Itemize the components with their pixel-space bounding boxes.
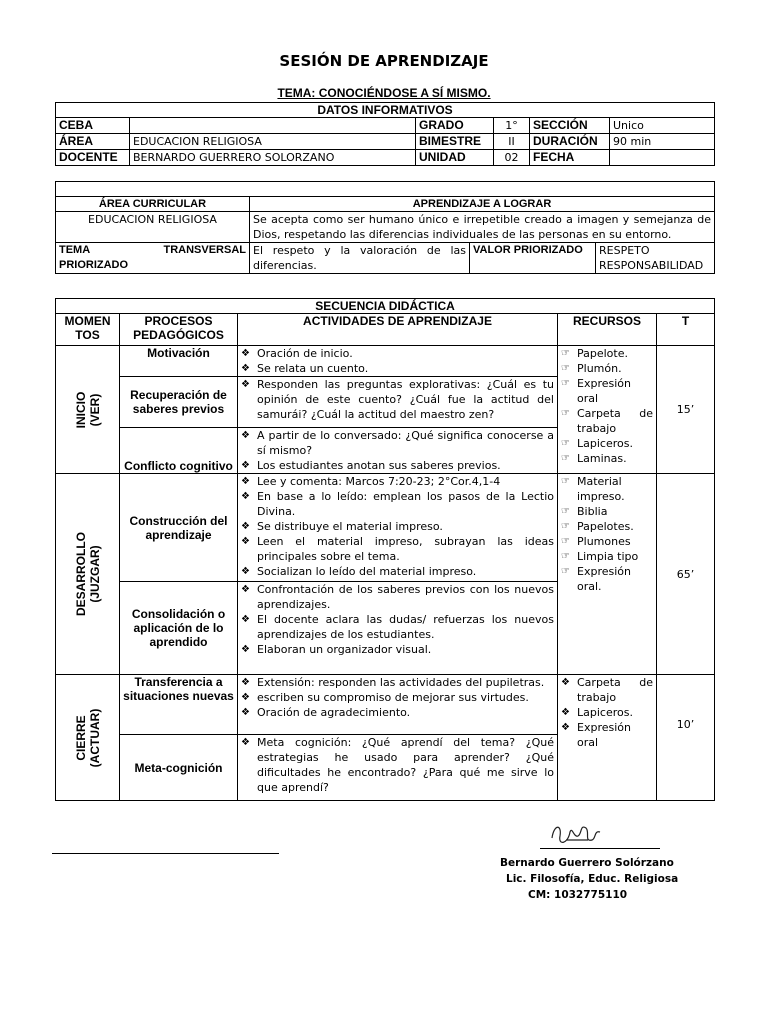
- fecha-label: FECHA: [530, 150, 610, 166]
- resource-item: ☞ Laminas.: [561, 451, 653, 466]
- tema-label-2: TRANSVERSAL: [163, 244, 246, 256]
- resource-item: ☞ Limpia tipo: [561, 549, 653, 564]
- resource-item: ☞ Papelotes.: [561, 519, 653, 534]
- valor-value-2: RESPONSABILIDAD: [599, 259, 704, 272]
- datos-header: DATOS INFORMATIVOS: [56, 103, 715, 118]
- proceso-transferencia: Transferencia a situaciones nuevas: [120, 675, 238, 735]
- activity-item: ❖ Meta cognición: ¿Qué aprendí del tema? ¿Qué estrategias he usado para aprender? ¿Qué dificultades he encontrado? ¿Para qué me sirve lo que aprendí?: [241, 735, 554, 795]
- docente-label: DOCENTE: [56, 150, 130, 166]
- tema-label-1: TEMA: [59, 244, 91, 256]
- desarrollo-label-1: DESARROLLO: [73, 532, 88, 616]
- activities-metacognicion: [238, 735, 558, 801]
- secuencia-didactica-table: [55, 298, 715, 801]
- signature-scribble: [548, 818, 608, 852]
- resource-item: ☞ Papelote.: [561, 346, 653, 361]
- moment-desarrollo: [56, 474, 120, 675]
- valor-priorizado-value: [596, 243, 715, 274]
- resource-item: ☞ Plumón.: [561, 361, 653, 376]
- duracion-value: 90 min: [610, 134, 715, 150]
- aprendizaje-value: Se acepta como ser humano único e irrepetible creado a imagen y semejanza de Dios, respetando las diferencias individuales de las personas en su entorno.: [250, 212, 715, 243]
- activities-construccion: [238, 474, 558, 582]
- resource-item: ❖ Expresión oral: [561, 720, 653, 750]
- proceso-construccion: Construcción del aprendizaje: [120, 474, 238, 582]
- activities-motivacion: [238, 346, 558, 377]
- resource-item: ☞ Biblia: [561, 504, 653, 519]
- resource-item: ❖ Carpeta de trabajo: [561, 675, 653, 705]
- signature-block: [500, 855, 678, 903]
- time-desarrollo: 65’: [657, 474, 715, 675]
- activities-recuperacion: [238, 377, 558, 428]
- tema-label-3: PRIORIZADO: [59, 259, 129, 271]
- signature-line-right: [540, 848, 660, 849]
- unidad-value: 02: [494, 150, 530, 166]
- valor-priorizado-label: VALOR PRIORIZADO: [470, 243, 596, 274]
- signer-title: Lic. Filosofía, Educ. Religiosa: [506, 873, 679, 885]
- tema-transversal-label: [56, 243, 250, 274]
- activity-item: ❖ Lee y comenta: Marcos 7:20-23; 2°Cor.4,1-4: [241, 474, 554, 489]
- proceso-motivacion: Motivación: [120, 346, 238, 377]
- recursos-cierre: [558, 675, 657, 801]
- inicio-label-1: INICIO: [73, 391, 88, 428]
- signer-name: Bernardo Guerrero Solórzano: [500, 857, 674, 869]
- ceba-label: CEBA: [56, 118, 130, 134]
- fecha-value: [610, 150, 715, 166]
- duracion-label: DURACIÓN: [530, 134, 610, 150]
- seccion-label: SECCIÓN: [530, 118, 610, 134]
- col-momentos: MOMEN TOS: [56, 314, 120, 346]
- resource-item: ☞ Plumones: [561, 534, 653, 549]
- area-curricular-value: EDUCACION RELIGIOSA: [56, 212, 250, 243]
- resource-item: ❖ Lapiceros.: [561, 705, 653, 720]
- proceso-metacognicion: Meta-cognición: [120, 735, 238, 801]
- activity-item: ❖ Confrontación de los saberes previos con los nuevos aprendizajes.: [241, 582, 554, 612]
- activities-conflicto: [238, 428, 558, 474]
- docente-value: BERNARDO GUERRERO SOLORZANO: [130, 150, 416, 166]
- col-procesos: PROCESOS PEDAGÓGICOS: [120, 314, 238, 346]
- area-value: EDUCACION RELIGIOSA: [130, 134, 416, 150]
- area-curricular-table: [55, 181, 715, 274]
- resource-item: ☞ Material impreso.: [561, 474, 653, 504]
- ceba-value: [130, 118, 416, 134]
- activity-item: ❖ A partir de lo conversado: ¿Qué significa conocerse a sí mismo?: [241, 428, 554, 458]
- activity-item: ❖ Extensión: responden las actividades del pupiletras.: [241, 675, 554, 690]
- inicio-label-2: (VER): [87, 393, 102, 426]
- col-actividades: ACTIVIDADES DE APRENDIZAJE: [238, 314, 558, 346]
- resource-item: ☞ Expresión oral.: [561, 564, 653, 594]
- recursos-inicio: [558, 346, 657, 474]
- area-curricular-header: ÁREA CURRICULAR: [56, 197, 250, 212]
- activity-item: ❖ Los estudiantes anotan sus saberes previos.: [241, 458, 554, 473]
- time-cierre: 10’: [657, 675, 715, 801]
- aprendizaje-header: APRENDIZAJE A LOGRAR: [250, 197, 715, 212]
- seccion-value: Unico: [610, 118, 715, 134]
- resource-item: ☞ Expresión oral: [561, 376, 653, 406]
- proceso-conflicto: Conflicto cognitivo: [120, 428, 238, 474]
- unidad-label: UNIDAD: [416, 150, 494, 166]
- session-topic: TEMA: CONOCIÉNDOSE A SÍ MISMO.: [277, 86, 491, 100]
- signer-cm: CM: 1032775110: [528, 889, 628, 901]
- desarrollo-label-2: (JUZGAR): [87, 545, 102, 603]
- activity-item: ❖ Elaboran un organizador visual.: [241, 642, 554, 657]
- grado-value: 1°: [494, 118, 530, 134]
- grado-label: GRADO: [416, 118, 494, 134]
- activity-item: ❖ escriben su compromiso de mejorar sus virtudes.: [241, 690, 554, 705]
- recursos-desarrollo: [558, 474, 657, 675]
- bimestre-value: II: [494, 134, 530, 150]
- page-title: SESIÓN DE APRENDIZAJE: [279, 52, 489, 70]
- activity-item: ❖ Responden las preguntas explorativas: ¿Cuál es tu opinión de este cuento? ¿Cuál fue la actitud del samurái? ¿Cuál la actitud del maestro zen?: [241, 377, 554, 422]
- bimestre-label: BIMESTRE: [416, 134, 494, 150]
- proceso-consolidacion: Consolidación o aplicación de lo aprendido: [120, 582, 238, 675]
- moment-inicio: [56, 346, 120, 474]
- secuencia-header: SECUENCIA DIDÁCTICA: [56, 299, 715, 314]
- tema-transversal-value: El respeto y la valoración de las diferencias.: [250, 243, 470, 274]
- area-label: ÁREA: [56, 134, 130, 150]
- activity-item: ❖ Se relata un cuento.: [241, 361, 554, 376]
- activities-consolidacion: [238, 582, 558, 675]
- blank-row: [56, 182, 715, 197]
- cierre-label-1: CIERRE: [73, 714, 88, 761]
- col-t: T: [657, 314, 715, 346]
- activity-item: ❖ Oración de agradecimiento.: [241, 705, 554, 720]
- activity-item: ❖ El docente aclara las dudas/ refuerzas los nuevos aprendizajes de los estudiantes.: [241, 612, 554, 642]
- time-inicio: 15’: [657, 346, 715, 474]
- activity-item: ❖ Oración de inicio.: [241, 346, 554, 361]
- moment-cierre: [56, 675, 120, 801]
- datos-informativos-table: [55, 102, 715, 166]
- signature-line-left: [52, 853, 279, 854]
- activities-transferencia: [238, 675, 558, 735]
- activity-item: ❖ Leen el material impreso, subrayan las ideas principales sobre el tema.: [241, 534, 554, 564]
- activity-item: ❖ Se distribuye el material impreso.: [241, 519, 554, 534]
- activity-item: ❖ Socializan lo leído del material impreso.: [241, 564, 554, 579]
- cierre-label-2: (ACTUAR): [87, 708, 102, 767]
- resource-item: ☞ Lapiceros.: [561, 436, 653, 451]
- activity-item: ❖ En base a lo leído: emplean los pasos de la Lectio Divina.: [241, 489, 554, 519]
- valor-value-1: RESPETO: [599, 244, 650, 257]
- proceso-recuperacion: Recuperación de saberes previos: [120, 377, 238, 428]
- resource-item: ☞ Carpeta de trabajo: [561, 406, 653, 436]
- col-recursos: RECURSOS: [558, 314, 657, 346]
